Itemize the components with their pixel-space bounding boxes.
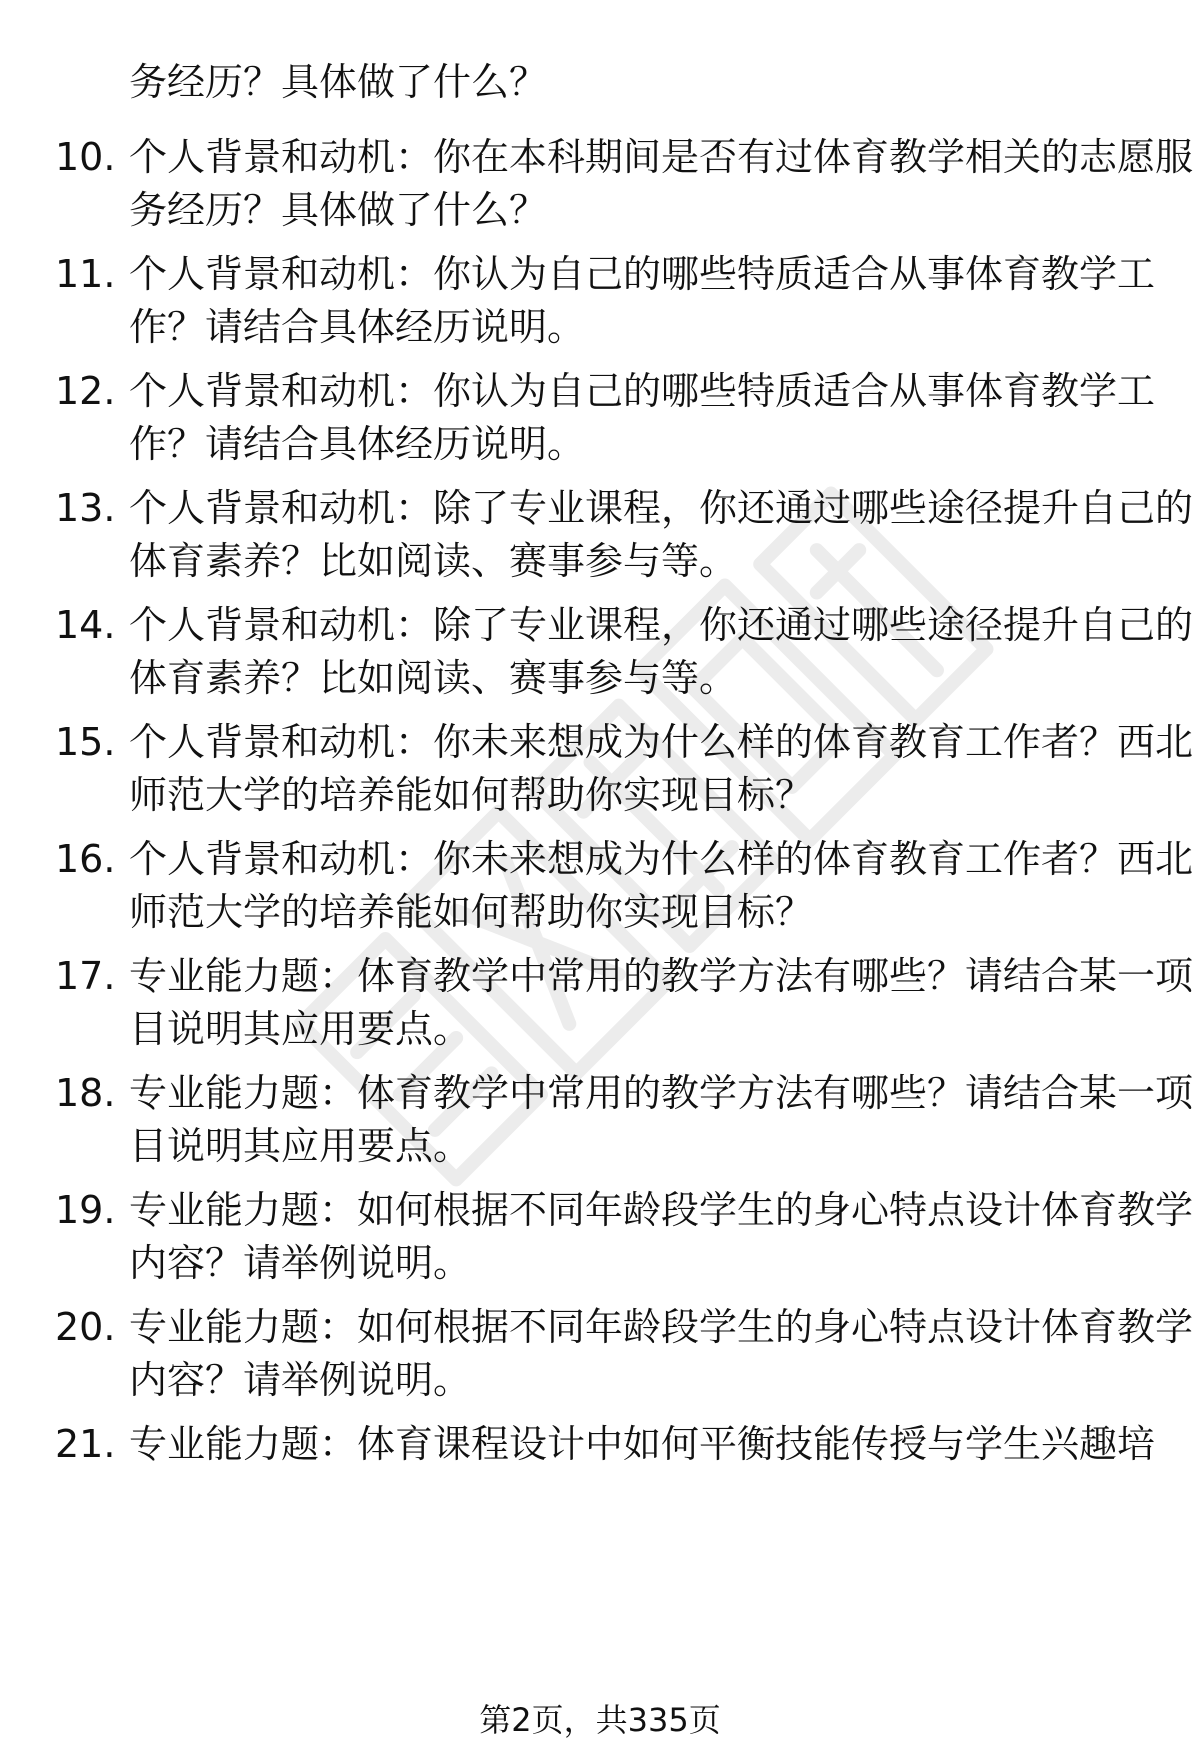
item-number: 14. [55,603,116,647]
item-number: 20. [55,1305,116,1349]
item-number: 10. [55,135,116,179]
item-text-line2: 体育素养？比如阅读、赛事参与等。 [129,656,738,700]
item-number: 11. [55,252,116,296]
item-text-line2: 内容？请举例说明。 [129,1358,472,1402]
item-text-line1: 专业能力题：如何根据不同年龄段学生的身心特点设计体育教学 [129,1305,1194,1349]
item-text-line1: 专业能力题：体育课程设计中如何平衡技能传授与学生兴趣培 [129,1422,1156,1466]
item-text-line2: 目说明其应用要点。 [129,1007,472,1051]
item-text-line1: 个人背景和动机：你未来想成为什么样的体育教育工作者？西北 [129,837,1194,881]
item-text-line2: 师范大学的培养能如何帮助你实现目标？ [129,773,814,817]
item-number: 15. [55,720,116,764]
item-text-line1: 个人背景和动机：你未来想成为什么样的体育教育工作者？西北 [129,720,1194,764]
item-number: 12. [55,369,116,413]
item-number: 19. [55,1188,116,1232]
item-text-line1: 个人背景和动机：除了专业课程，你还通过哪些途径提升自己的 [129,603,1194,647]
item-number: 16. [55,837,116,881]
item-text-line1: 个人背景和动机：你认为自己的哪些特质适合从事体育教学工 [129,252,1156,296]
item-text-line2: 作？请结合具体经历说明。 [129,305,586,349]
page-footer: 第2页，共335页 [479,1701,721,1739]
item-text-line1: 个人背景和动机：你认为自己的哪些特质适合从事体育教学工 [129,369,1156,413]
item-text-line1: 专业能力题：如何根据不同年龄段学生的身心特点设计体育教学 [129,1188,1194,1232]
item-text-line1: 专业能力题：体育教学中常用的教学方法有哪些？请结合某一项 [129,954,1194,998]
item-text-line2: 目说明其应用要点。 [129,1124,472,1168]
item-text-line1: 个人背景和动机：你在本科期间是否有过体育教学相关的志愿服 [129,135,1194,179]
item-text-line2: 师范大学的培养能如何帮助你实现目标？ [129,890,814,934]
item-number: 21. [55,1422,116,1466]
item-text-line2: 内容？请举例说明。 [129,1241,472,1285]
item-number: 18. [55,1071,116,1115]
item-number: 13. [55,486,116,530]
item-number: 17. [55,954,116,998]
item-text-line2: 作？请结合具体经历说明。 [129,422,586,466]
continuation-text: 务经历？具体做了什么？ [129,60,548,104]
item-text-line1: 专业能力题：体育教学中常用的教学方法有哪些？请结合某一项 [129,1071,1194,1115]
item-text-line1: 个人背景和动机：除了专业课程，你还通过哪些途径提升自己的 [129,486,1194,530]
item-text-line2: 务经历？具体做了什么？ [129,188,548,232]
item-text-line2: 体育素养？比如阅读、赛事参与等。 [129,539,738,583]
